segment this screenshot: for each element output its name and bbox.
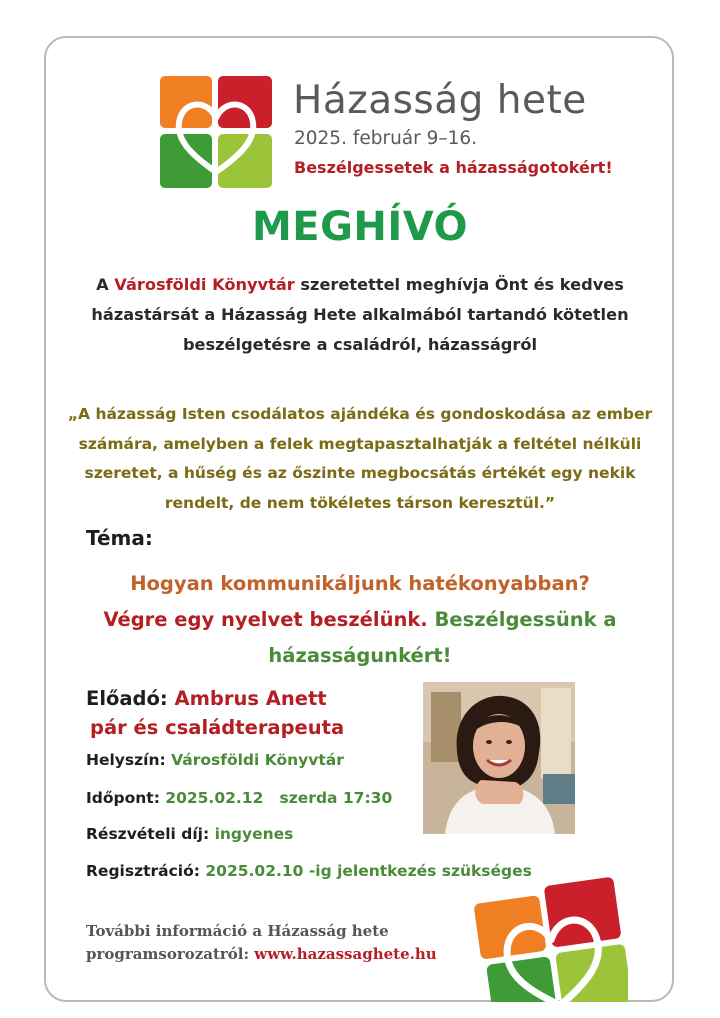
brand-title: Házasság hete xyxy=(293,78,587,123)
event-date-range: 2025. február 9–16. xyxy=(294,128,478,149)
registration-row xyxy=(86,862,532,880)
topic-line-2 xyxy=(40,602,680,638)
speaker-role: pár és családterapeuta xyxy=(90,716,345,739)
speaker-name: Ambrus Anett xyxy=(174,687,327,710)
hazassag-hete-logo xyxy=(160,76,272,188)
topic-line-2-green: Beszélgessünk a xyxy=(427,608,617,631)
speaker-label: Előadó: xyxy=(86,687,175,710)
invitation-heading: MEGHÍVÓ xyxy=(251,204,469,250)
registration-label: Regisztráció: xyxy=(86,862,206,880)
topic-line-1: Hogyan kommunikáljunk hatékonyabban? xyxy=(130,572,590,595)
registration-value: 2025.02.10 -ig jelentkezés szükséges xyxy=(205,862,532,880)
time-label: Időpont: xyxy=(86,789,166,807)
fee-label: Részvételi díj: xyxy=(86,825,215,843)
topic-line-3: házasságunkért! xyxy=(268,644,452,667)
footer-line-1: További információ a Házasság hete xyxy=(86,922,389,940)
topic-block xyxy=(40,566,680,674)
theme-label: Téma: xyxy=(86,526,153,550)
location-value: Városföldi Könyvtár xyxy=(171,751,344,769)
time-row xyxy=(86,789,392,807)
footer-line-2: programsorozatról: xyxy=(86,945,255,963)
intro-paragraph xyxy=(60,270,660,360)
brand-slogan: Beszélgessetek a házasságotokért! xyxy=(294,158,613,177)
marriage-quote: „A házasság Isten csodálatos ajándéka és gondoskodása az ember számára, amelyben a felek megtapasztalhatják a feltétel nélküli szeretet, a hűség és az őszinte megbocsátás értékét egy nekik rendelt, de nem tökéletes társon keresztül.” xyxy=(67,405,653,512)
fee-value: ingyenes xyxy=(214,825,294,843)
location-row xyxy=(86,751,344,769)
intro-text-start: A xyxy=(96,275,115,294)
intro-text-rest: szeretettel meghívja Önt és kedves házastársát a Házasság Hete alkalmából tartandó kötetlen beszélgetésre a családról, házasságról xyxy=(91,275,629,354)
time-value: 2025.02.12 szerda 17:30 xyxy=(165,789,393,807)
hazassag-hete-logo-bottom xyxy=(470,872,628,1002)
website-link[interactable]: www.hazassaghete.hu xyxy=(254,945,437,963)
topic-line-2-red: Végre egy nyelvet beszélünk. xyxy=(103,608,428,631)
fee-row xyxy=(86,825,293,843)
invitation-card xyxy=(44,36,674,1002)
speaker-block xyxy=(86,684,344,742)
intro-library-name: Városföldi Könyvtár xyxy=(114,275,295,294)
footer-info xyxy=(86,920,437,966)
location-label: Helyszín: xyxy=(86,751,172,769)
speaker-photo xyxy=(423,682,575,834)
